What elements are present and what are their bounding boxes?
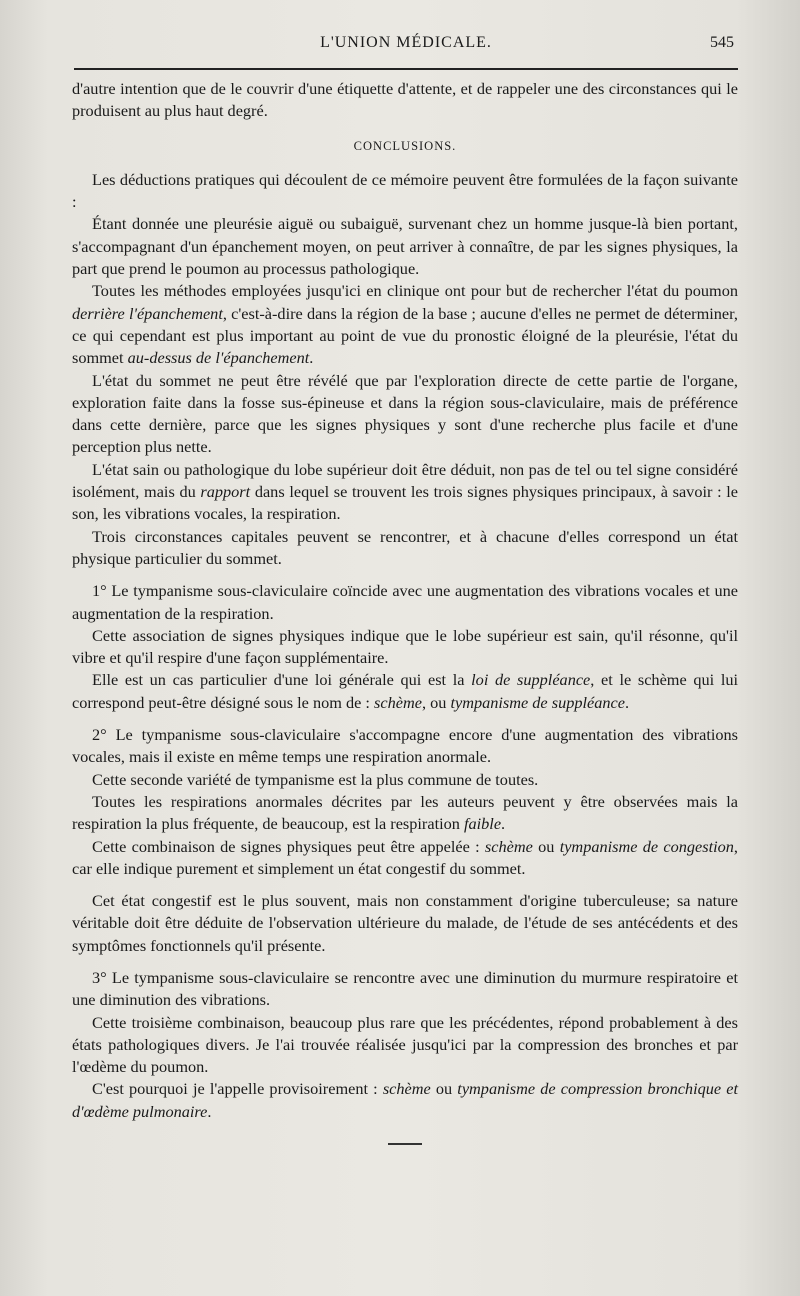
paragraph — [72, 836, 738, 881]
paragraph: Cet état congestif est le plus souvent, mais non constamment d'origine tuberculeuse; sa nature véritable doit être déduite de l'observation ultérieure du malade, de l'étude de ses antécédents et des symptômes fonctionnels qu'il présente. — [72, 891, 738, 955]
text-run: , c'est-à-dire dans la région de la base ; aucune d'elles ne permet de déterminer, ce qui cependant est plus important au point de vue du pronostic éloigné de la pleurésie, l'état du sommet — [72, 303, 738, 368]
text-run: . — [624, 692, 630, 712]
text-run: L'état sain ou pathologique du lobe supérieur doit être déduit, non pas de tel ou tel signe considéré isolément, mais du — [72, 459, 738, 502]
italic-run: loi de suppléance — [471, 670, 591, 690]
italic-run: faible — [463, 814, 502, 834]
italic-run: tympanisme de suppléance — [450, 692, 625, 712]
text-run: Toutes les respirations anormales décrites par les auteurs peuvent y être observées mais la respiration la plus fréquente, de beaucoup, est la respiration — [72, 791, 738, 834]
paragraph: Étant donnée une pleurésie aiguë ou subaiguë, survenant chez un homme jusque-là bien portant, s'accompagnant d'un épanchement moyen, on peut arriver à connaître, de par les signes physiques, la part que prend le poumon au processus pathologique. — [72, 214, 738, 279]
text-run: dans lequel se trouvent les trois signes physiques principaux, à savoir : le son, les vibrations vocales, la respiration. — [72, 482, 739, 524]
italic-run: rapport — [200, 482, 251, 502]
page-header — [74, 30, 738, 64]
numbered-point: 3° Le tympanisme sous-claviculaire se rencontre avec une diminution du murmure respiratoire et une diminution des vibrations. — [72, 967, 738, 1010]
text-run: , car elle indique purement et simplement un état congestif du sommet. — [72, 836, 738, 878]
paragraph — [72, 280, 738, 369]
paragraph — [72, 1078, 738, 1123]
italic-run: au-dessus de l'épanchement — [127, 348, 310, 368]
end-rule — [388, 1143, 422, 1145]
paragraph — [72, 669, 738, 714]
paragraph — [72, 791, 738, 836]
text-run: Cette combinaison de signes physiques peut être appelée : — [92, 836, 485, 856]
running-title: L'UNION MÉDICALE. — [320, 34, 492, 51]
text-run: Elle est un cas particulier d'une loi générale qui est la — [92, 670, 472, 690]
italic-run: schème — [374, 692, 422, 712]
text-run: , et le schème qui lui correspond peut-être désigné sous le nom de : — [72, 670, 739, 712]
paragraph: Cette troisième combinaison, beaucoup plus rare que les précédentes, répond probablement à des états pathologiques divers. Je l'ai trouvée réalisée jusqu'ici par la compression des bronches et par l'œdème du poumon. — [72, 1012, 738, 1077]
page-number: 545 — [710, 34, 734, 51]
text-run: ou — [532, 836, 560, 856]
paragraph: Cette seconde variété de tympanisme est la plus commune de toutes. — [92, 769, 539, 789]
paragraph: L'état du sommet ne peut être révélé que par l'exploration directe de cette partie de l'organe, exploration faite dans la fosse sus-épineuse et dans la région sous-claviculaire, mais de préférence dans cette dernière, parce que les signes physiques y sont d'une recherche plus facile et d'une perception plus nette. — [72, 370, 738, 457]
body-text — [72, 78, 738, 1145]
paragraph: Les déductions pratiques qui découlent de ce mémoire peuvent être formulées de la façon suivante : — [72, 169, 738, 212]
text-run: . — [207, 1101, 212, 1121]
text-run: . — [501, 814, 506, 834]
text-run: Toutes les méthodes employées jusqu'ici en clinique ont pour but de rechercher l'état du poumon — [92, 281, 738, 301]
italic-run: derrière l'épanchement — [72, 303, 223, 323]
text-run: . — [309, 348, 314, 368]
paragraph: Cette association de signes physiques indique que le lobe supérieur est sain, qu'il résonne, qu'il vibre et qu'il respire d'une façon supplémentaire. — [72, 625, 738, 668]
header-rule — [74, 68, 738, 70]
paragraph-continuation: d'autre intention que de le couvrir d'une étiquette d'attente, et de rappeler une des circonstances qui le produisent au plus haut degré. — [72, 79, 738, 121]
text-run: ou — [430, 1079, 458, 1099]
paragraph: Trois circonstances capitales peuvent se rencontrer, et à chacune d'elles correspond un état physique particulier du sommet. — [72, 526, 738, 568]
paragraph — [72, 459, 738, 526]
numbered-point: 2° Le tympanisme sous-claviculaire s'accompagne encore d'une augmentation des vibrations vocales, mais il existe en même temps une respiration anormale. — [72, 725, 738, 767]
numbered-point: 1° Le tympanisme sous-claviculaire coïncide avec une augmentation des vibrations vocales et une augmentation de la respiration. — [72, 581, 738, 623]
italic-run: schème — [484, 836, 533, 856]
italic-run: tympanisme de congestion — [559, 836, 734, 856]
italic-run: schème — [382, 1079, 431, 1099]
text-run: , ou — [421, 692, 451, 712]
section-heading: CONCLUSIONS. — [353, 138, 457, 153]
italic-run: tympanisme de compression bronchique et d'œdème pulmonaire — [72, 1079, 738, 1121]
text-run: C'est pourquoi je l'appelle provisoirement : — [92, 1079, 383, 1099]
